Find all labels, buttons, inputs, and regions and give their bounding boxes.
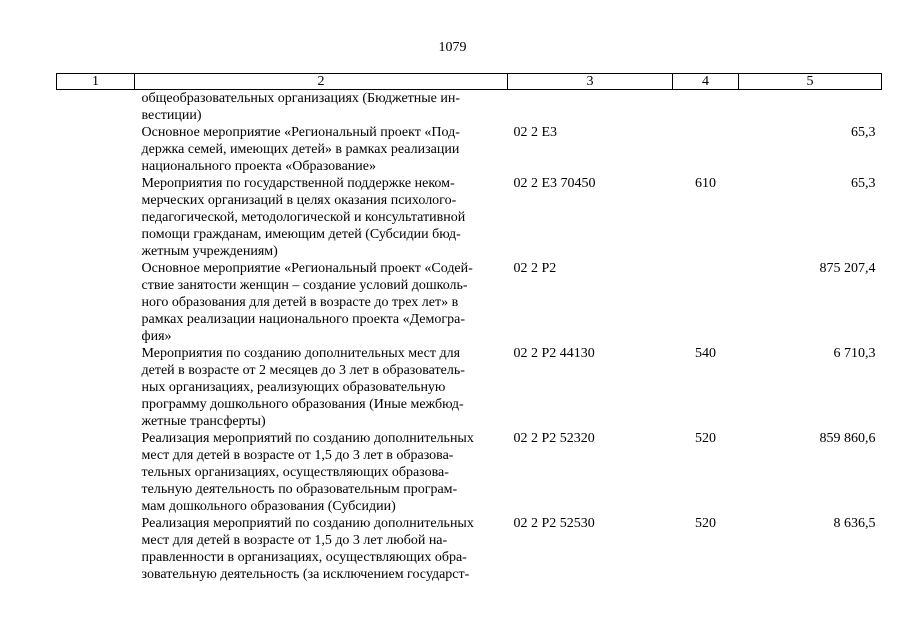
row-name-line: Основное мероприятие «Региональный проект «Содей- [141,261,473,276]
table-row [57,515,882,583]
row-code-cell: 02 2 E3 70450 [513,176,596,191]
row-amount-cell: 65,3 [851,176,876,191]
table-row [57,260,882,345]
row-amount-cell: 8 636,5 [833,516,876,531]
row-name-line: национального проекта «Образование» [141,159,377,174]
row-name-line: Мероприятия по государственной поддержке неком- [141,176,455,191]
row-name-line: Реализация мероприятий по созданию дополнительных [141,431,474,446]
row-name-line: зовательную деятельность (за исключением государст- [141,567,470,582]
row-number-cell [57,175,135,260]
row-name-line: программу дошкольного образования (Иные межбюд- [141,397,464,412]
row-expense-type-cell: 520 [695,516,716,531]
row-name-line: фия» [141,329,172,344]
row-expense-type-cell: 520 [695,431,716,446]
row-name-line: рамках реализации национального проекта «Демогра- [141,312,465,327]
row-number-cell [57,515,135,583]
row-name-line: жетные трансферты) [141,414,266,429]
row-number-cell [57,90,135,125]
row-name-cell [135,124,508,175]
column-header-1: 1 [57,74,135,90]
row-code-cell: 02 2 P2 44130 [513,346,595,361]
row-name-cell [135,430,508,515]
row-expense-type-cell [673,124,739,175]
row-name-line: ных организациях, реализующих образовательную [141,380,446,395]
row-code-cell: 02 2 P2 [513,261,557,276]
row-name-line: детей в возрасте от 2 месяцев до 3 лет в образователь- [141,363,465,378]
row-name-line: помощи гражданам, имеющим детей (Субсидии бюд- [141,227,461,242]
row-amount-cell [739,90,882,125]
row-amount-cell: 875 207,4 [819,261,876,276]
row-name-line: вестиции) [141,108,202,123]
row-amount-cell: 6 710,3 [833,346,876,361]
row-number-cell [57,260,135,345]
row-name-line: мест для детей в возрасте от 1,5 до 3 лет любой на- [141,533,448,548]
table-row [57,430,882,515]
row-name-line: Мероприятия по созданию дополнительных мест для [141,346,461,361]
table-row [57,124,882,175]
row-name-cell [135,90,508,125]
row-number-cell [57,345,135,430]
row-amount-cell: 65,3 [851,125,876,140]
page-number: 1079 [438,40,467,55]
table-row [57,90,882,125]
column-header-4: 4 [673,74,739,90]
row-name-line: ствие занятости женщин – создание условий дошколь- [141,278,468,293]
row-name-line: жетным учреждениям) [141,244,278,259]
row-name-line: ного образования для детей в возрасте до трех лет» в [141,295,459,310]
row-name-cell [135,260,508,345]
row-expense-type-cell: 540 [695,346,716,361]
column-header-5: 5 [739,74,882,90]
row-name-cell [135,515,508,583]
row-number-cell [57,124,135,175]
row-code-cell: 02 2 P2 52530 [513,516,595,531]
row-name-cell [135,175,508,260]
row-name-line: мам дошкольного образования (Субсидии) [141,499,396,514]
row-expense-type-cell: 610 [695,176,716,191]
row-name-line: общеобразовательных организациях (Бюджетные ин- [141,91,461,106]
row-name-line: Основное мероприятие «Региональный проект «Под- [141,125,460,140]
budget-table [56,73,882,583]
row-name-line: держка семей, имеющих детей» в рамках реализации [141,142,460,157]
row-name-line: мерческих организаций в целях оказания психолого- [141,193,457,208]
column-header-3: 3 [508,74,673,90]
row-name-cell [135,345,508,430]
row-name-line: мест для детей в возрасте от 1,5 до 3 лет в образова- [141,448,454,463]
row-number-cell [57,430,135,515]
row-code-cell: 02 2 P2 52320 [513,431,595,446]
row-name-line: Реализация мероприятий по созданию дополнительных [141,516,474,531]
table-row [57,175,882,260]
row-name-line: тельную деятельность по образовательным програм- [141,482,458,497]
column-header-2: 2 [135,74,508,90]
table-row [57,345,882,430]
header-row [57,74,882,90]
table-header [57,74,882,90]
row-name-line: педагогической, методологической и консультативной [141,210,466,225]
row-amount-cell: 859 860,6 [819,431,876,446]
row-expense-type-cell [673,260,739,345]
table-body [57,90,882,584]
row-code-cell [508,90,673,125]
row-code-cell: 02 2 E3 [513,125,558,140]
row-name-line: правленности в организациях, осуществляющих обра- [141,550,467,565]
row-name-line: тельных организациях, осуществляющих образова- [141,465,449,480]
row-expense-type-cell [673,90,739,125]
